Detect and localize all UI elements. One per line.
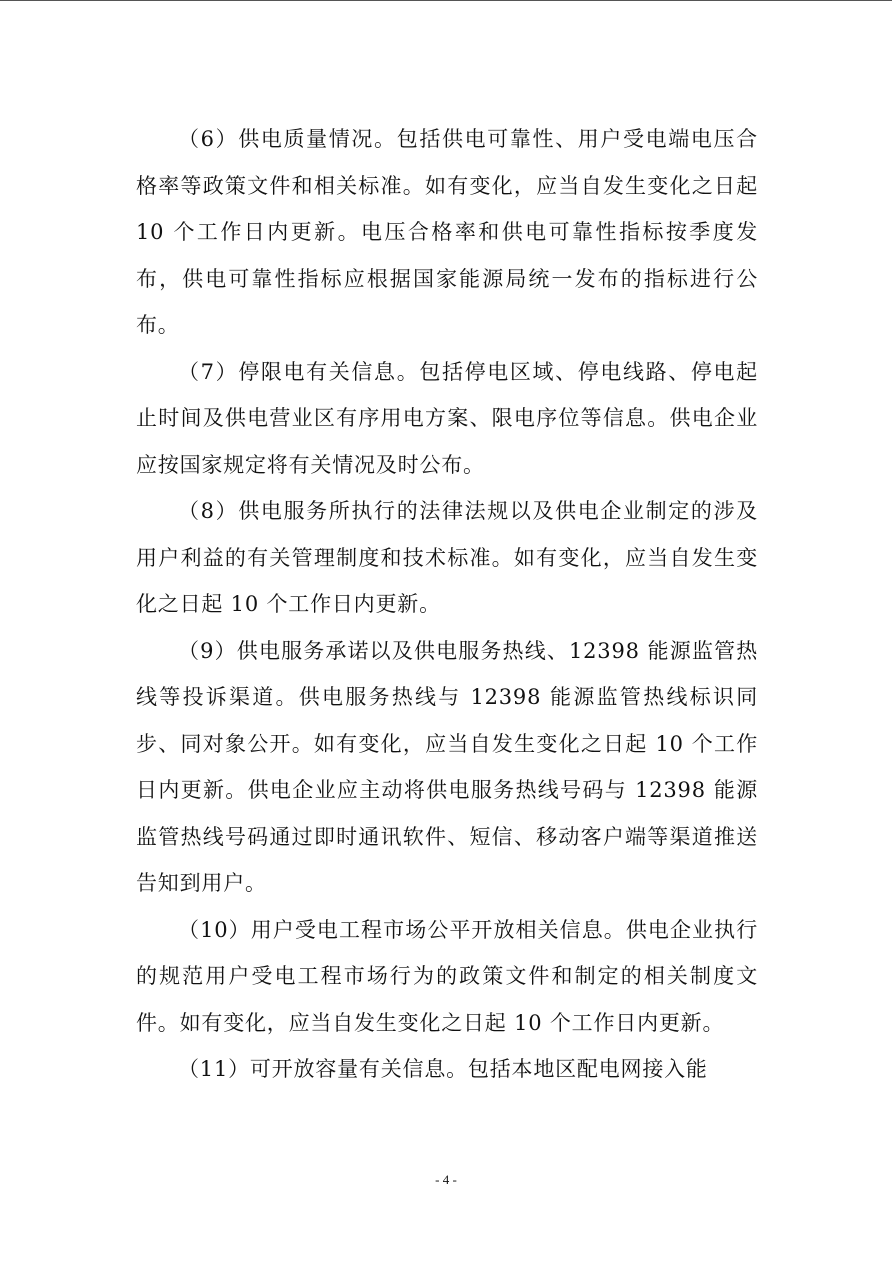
document-body — [136, 116, 758, 1093]
paragraph-item-8: （8）供电服务所执行的法律法规以及供电企业制定的涉及用户利益的有关管理制度和技术标准。如有变化，应当自发生变化之日起 10 个工作日内更新。 — [136, 499, 758, 616]
page-number: - 4 - — [435, 1172, 457, 1187]
paragraph-item-10: （10）用户受电工程市场公平开放相关信息。供电企业执行的规范用户受电工程市场行为的政策文件和制定的相关制度文件。如有变化，应当自发生变化之日起 10 个工作日内更新。 — [136, 917, 758, 1035]
paragraph-item-7: （7）停限电有关信息。包括停电区域、停电线路、停电起止时间及供电营业区有序用电方案、限电序位等信息。供电企业应按国家规定将有关情况及时公布。 — [136, 359, 758, 477]
page-top-border — [0, 0, 892, 1]
paragraph-item-11: （11）可开放容量有关信息。包括本地区配电网接入能 — [178, 1057, 708, 1081]
paragraph-item-6: （6）供电质量情况。包括供电可靠性、用户受电端电压合格率等政策文件和相关标准。如有变化，应当自发生变化之日起 10 个工作日内更新。电压合格率和供电可靠性指标按季度发布，供电可靠性指标应根据国家能源局统一发布的指标进行公布。 — [136, 127, 758, 337]
paragraph-item-9: （9）供电服务承诺以及供电服务热线、12398 能源监管热线等投诉渠道。供电服务热线与 12398 能源监管热线标识同步、同对象公开。如有变化，应当自发生变化之日起 10 个工作日内更新。供电企业应主动将供电服务热线号码与 12398 能源监管热线号码通过即时通讯软件、短信、移动客户端等渠道推送告知到用户。 — [136, 638, 758, 895]
